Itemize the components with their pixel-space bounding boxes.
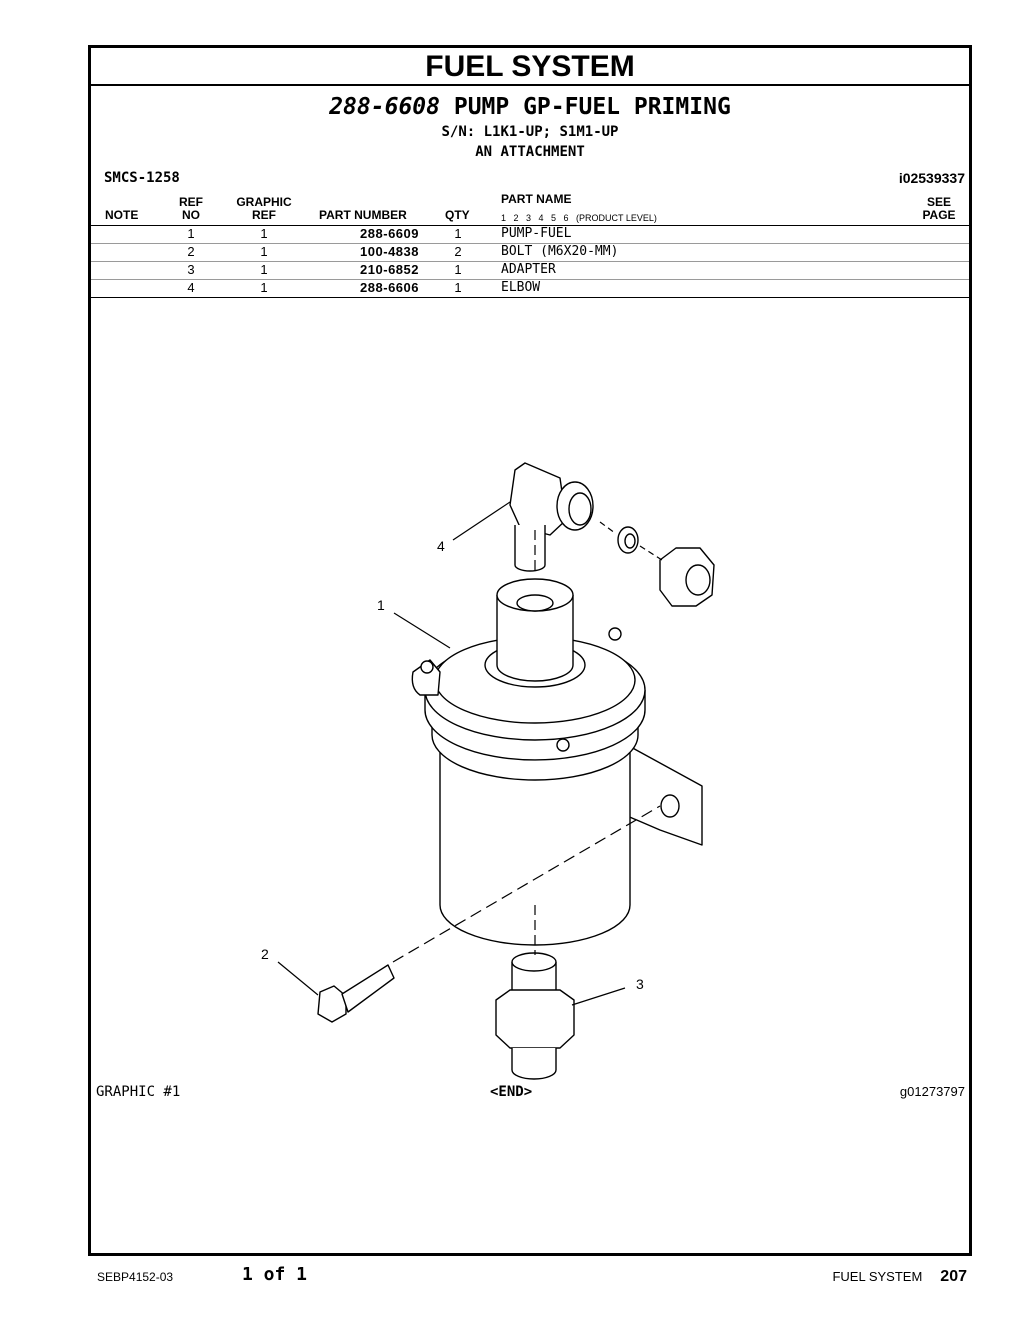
- row-1-qty: 1: [454, 226, 462, 241]
- row-4-graphic: 1: [260, 280, 268, 295]
- col-ref-no-line1: REF: [179, 195, 203, 209]
- row-1-name: PUMP-FUEL: [501, 226, 572, 241]
- row-3-part-number: 210-6852: [360, 262, 419, 277]
- serial-numbers: S/N: L1K1-UP; S1M1-UP: [441, 124, 619, 140]
- footer-section: [832, 1268, 967, 1286]
- col-qty: QTY: [445, 208, 470, 222]
- col-see-page-line1: SEE: [926, 195, 951, 209]
- footer-document-number: SEBP4152-03: [97, 1270, 174, 1284]
- document-identifier: i02539337: [898, 170, 965, 186]
- row-4-part-number: 288-6606: [360, 280, 419, 295]
- graphic-label: GRAPHIC #1: [96, 1084, 181, 1100]
- smcs-code: SMCS-1258: [104, 170, 180, 186]
- group-title: [91, 94, 969, 120]
- table-bottom-rule: [91, 297, 969, 298]
- section-title: FUEL SYSTEM: [91, 48, 969, 86]
- group-name: PUMP GP-FUEL PRIMING: [453, 94, 731, 120]
- col-see-page-line2: PAGE: [922, 208, 956, 222]
- row-4-name: ELBOW: [501, 280, 541, 295]
- page-frame: [88, 45, 972, 1256]
- row-1-ref: 1: [187, 226, 195, 241]
- footer-page-of: 1 of 1: [242, 1264, 308, 1285]
- col-see-page: [917, 196, 961, 222]
- row-1-part-number: 288-6609: [360, 226, 419, 241]
- row-2-name: BOLT (M6X20-MM): [501, 244, 619, 259]
- row-2-graphic: 1: [260, 244, 268, 259]
- footer-page-number: 207: [940, 1268, 967, 1285]
- row-2-part-number: 100-4838: [360, 244, 419, 259]
- callout-3: 3: [636, 976, 644, 992]
- col-ref-no-line2: NO: [182, 208, 200, 222]
- col-note: NOTE: [105, 208, 139, 222]
- callout-2: 2: [261, 946, 269, 962]
- col-part-number: PART NUMBER: [319, 208, 407, 222]
- attachment-label: AN ATTACHMENT: [475, 144, 585, 160]
- callout-4: 4: [437, 538, 445, 554]
- row-4-qty: 1: [454, 280, 462, 295]
- col-part-name: PART NAME: [501, 192, 572, 206]
- col-graphic-ref: [232, 196, 296, 222]
- row-3-name: ADAPTER: [501, 262, 556, 277]
- row-3-ref: 3: [187, 262, 195, 277]
- row-4-ref: 4: [187, 280, 195, 295]
- row-2-qty: 2: [454, 244, 462, 259]
- col-graphic-ref-line2: REF: [252, 208, 276, 222]
- callout-1: 1: [377, 597, 385, 613]
- end-label: <END>: [490, 1084, 533, 1100]
- row-2-ref: 2: [187, 244, 195, 259]
- row-3-qty: 1: [454, 262, 462, 277]
- row-1-graphic: 1: [260, 226, 268, 241]
- graphic-id: g01273797: [899, 1084, 965, 1099]
- col-ref-no: [175, 196, 207, 222]
- col-product-levels: 1 2 3 4 5 6 (PRODUCT LEVEL): [501, 213, 657, 223]
- col-graphic-ref-line1: GRAPHIC: [236, 195, 292, 209]
- footer-section-name: FUEL SYSTEM: [832, 1269, 923, 1284]
- group-part-number: 288-6608: [329, 94, 440, 120]
- row-3-graphic: 1: [260, 262, 268, 277]
